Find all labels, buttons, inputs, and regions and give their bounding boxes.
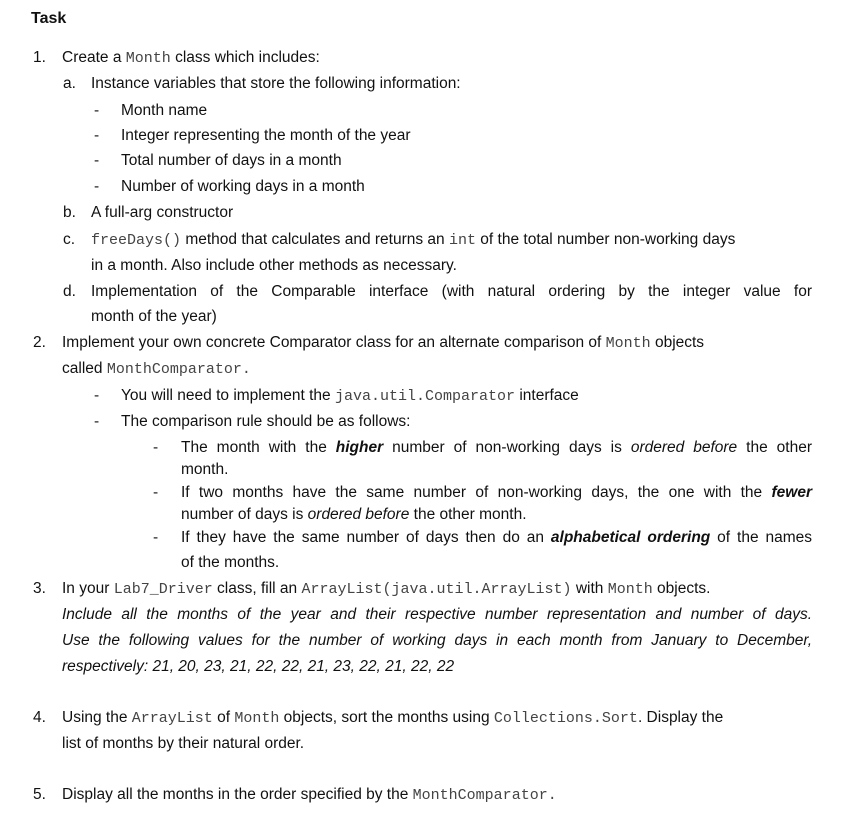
item-number: 1. [33, 49, 46, 66]
item-4-line-1: Using the ArrayList of Month objects, sort the months using Collections.Sort. Display the [62, 709, 724, 727]
page-title: Task [31, 10, 67, 27]
item-number: 5. [33, 786, 46, 803]
item-5-line-1: Display all the months in the order specified by the MonthComparator. [62, 786, 557, 804]
item-1-line-1: Create a Month class which includes: [62, 49, 320, 67]
item-4-line-2: list of months by their natural order. [62, 735, 305, 752]
rule-3-line-2: of the months. [181, 554, 280, 571]
sub-letter: c. [63, 231, 76, 248]
bullet-text: The comparison rule should be as follows: [121, 413, 411, 430]
item-3-line-3: Use the following values for the number of working days in each month from January to December, [62, 632, 812, 649]
item-1c-line-1: freeDays() method that calculates and returns an int of the total number non-working days [91, 231, 736, 249]
item-3-line-4: respectively: 21, 20, 23, 21, 22, 22, 21, 23, 22, 21, 22, 22 [62, 658, 455, 675]
rule-1-line-2: month. [181, 461, 229, 478]
item-2-line-2: called MonthComparator. [62, 360, 251, 378]
bullet-text: Integer representing the month of the year [121, 127, 411, 144]
bullet-dash: - [94, 413, 100, 430]
item-number: 2. [33, 334, 46, 351]
item-number: 4. [33, 709, 46, 726]
bullet-dash: - [94, 152, 100, 169]
bullet-dash: - [94, 102, 100, 119]
item-1b-text: A full-arg constructor [91, 204, 234, 221]
bullet-dash: - [153, 439, 159, 456]
item-number: 3. [33, 580, 46, 597]
bullet-text: You will need to implement the java.util.Comparator interface [121, 387, 579, 405]
item-1c-line-2: in a month. Also include other methods as necessary. [91, 257, 457, 274]
bullet-dash: - [94, 387, 100, 404]
sub-letter: a. [63, 75, 76, 92]
bullet-text: Number of working days in a month [121, 178, 365, 195]
bullet-text: Total number of days in a month [121, 152, 342, 169]
bullet-dash: - [94, 127, 100, 144]
item-2-line-1: Implement your own concrete Comparator class for an alternate comparison of Month objects [62, 334, 705, 352]
item-3-line-1: In your Lab7_Driver class, fill an ArrayList(java.util.ArrayList) with Month objects. [62, 580, 711, 598]
item-1d-line-1: Implementation of the Comparable interface (with natural ordering by the integer value for [91, 283, 812, 300]
item-1d-line-2: month of the year) [91, 308, 217, 325]
item-1a-text: Instance variables that store the following information: [91, 75, 461, 92]
bullet-dash: - [153, 484, 159, 501]
rule-3-line-1: If they have the same number of days then do an alphabetical ordering of the names [181, 529, 813, 546]
bullet-text: Month name [121, 102, 208, 119]
sub-letter: b. [63, 204, 76, 221]
sub-letter: d. [63, 283, 76, 300]
item-3-line-2: Include all the months of the year and their respective number representation and number of days. [62, 606, 812, 623]
rule-1-line-1: The month with the higher number of non-working days is ordered before the other [181, 439, 813, 456]
bullet-dash: - [94, 178, 100, 195]
rule-2-line-2: number of days is ordered before the other month. [181, 506, 527, 523]
rule-2-line-1: If two months have the same number of non-working days, the one with the fewer [181, 484, 812, 501]
bullet-dash: - [153, 529, 159, 546]
